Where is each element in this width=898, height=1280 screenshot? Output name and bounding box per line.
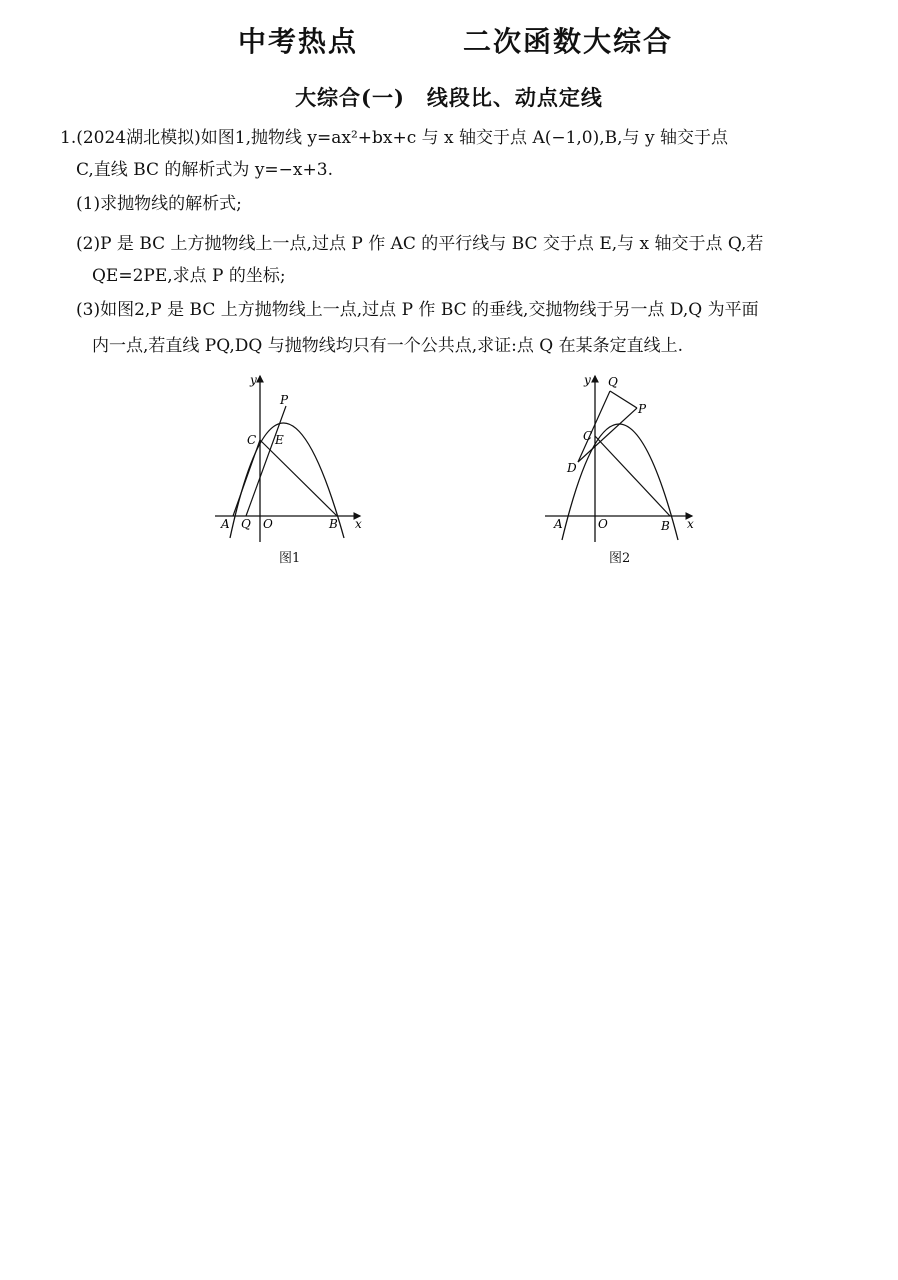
figure-1 — [210, 370, 370, 545]
fig1-label-y: y — [250, 373, 257, 387]
figure-1-diagram — [210, 370, 370, 545]
fig2-line-dq — [578, 391, 610, 462]
problem-line-2: C,直线 BC 的解析式为 y=−x+3. — [76, 160, 333, 180]
figure-2 — [540, 370, 700, 545]
question-1: (1)求抛物线的解析式; — [76, 194, 242, 214]
fig1-line-ac — [233, 440, 260, 516]
fig1-label-b: B — [329, 517, 338, 531]
problem-line-1: 1.(2024湖北模拟)如图1,抛物线 y=ax²+bx+c 与 x 轴交于点 A(−1,0),B,与 y 轴交于点 — [60, 128, 728, 148]
fig1-label-x: x — [355, 517, 362, 531]
fig1-label-c: C — [247, 433, 257, 447]
page-header — [0, 20, 898, 60]
fig1-label-q: Q — [241, 517, 251, 531]
question-3-line-b: 内一点,若直线 PQ,DQ 与抛物线均只有一个公共点,求证:点 Q 在某条定直线上. — [92, 336, 683, 356]
section-subtitle: 大综合(一) 线段比、动点定线 — [295, 85, 603, 110]
question-2-line-b: QE=2PE,求点 P 的坐标; — [92, 266, 286, 286]
question-2-line-a: (2)P 是 BC 上方抛物线上一点,过点 P 作 AC 的平行线与 BC 交于点 E,与 x 轴交于点 Q,若 — [76, 234, 764, 254]
fig1-label-o: O — [263, 517, 273, 531]
fig1-label-e: E — [275, 433, 284, 447]
fig2-label-o: O — [598, 517, 608, 531]
fig2-label-d: D — [567, 461, 577, 475]
fig2-label-y: y — [584, 373, 591, 387]
fig1-label-p: P — [280, 393, 289, 407]
figure-1-caption: 图1 — [279, 551, 301, 566]
question-3-line-a: (3)如图2,P 是 BC 上方抛物线上一点,过点 P 作 BC 的垂线,交抛物线于另一点 D,Q 为平面 — [76, 300, 759, 320]
figure-2-diagram — [540, 370, 700, 545]
fig2-label-a: A — [554, 517, 563, 531]
fig2-label-c: C — [583, 429, 593, 443]
fig2-label-b: B — [661, 519, 670, 533]
fig1-label-a: A — [221, 517, 230, 531]
fig2-label-x: x — [687, 517, 694, 531]
fig1-line-bc — [260, 440, 337, 516]
fig2-label-p: P — [638, 402, 647, 416]
header-right-title: 二次函数大综合 — [463, 25, 674, 58]
fig2-line-pq — [610, 391, 637, 408]
figure-2-caption: 图2 — [609, 551, 631, 566]
header-left-title: 中考热点 — [238, 25, 359, 58]
fig2-label-q: Q — [608, 375, 618, 389]
